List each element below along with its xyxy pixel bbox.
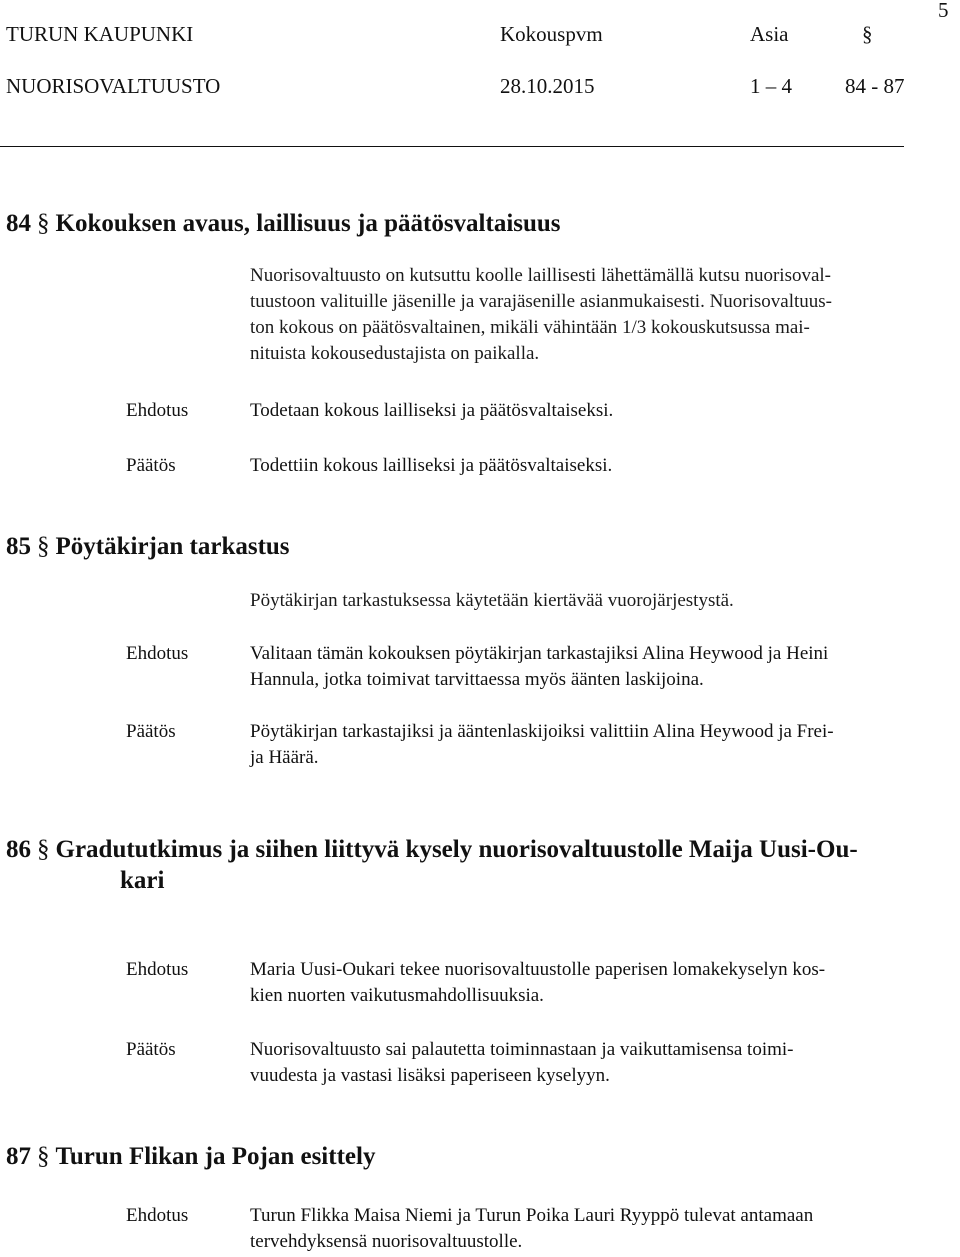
item-title: [6, 532, 290, 562]
text-line: ja Häärä.: [250, 747, 319, 768]
asia-range: 1 – 4: [750, 74, 792, 98]
item-number: 87: [6, 1143, 31, 1170]
date-label: Kokouspvm: [500, 22, 603, 46]
text-line: Maria Uusi-Oukari tekee nuorisovaltuustolle paperisen lomakekyselyn kos-: [250, 959, 826, 980]
item-number: 85: [6, 533, 31, 560]
proposal-text: [250, 1203, 940, 1255]
item-number: 84: [6, 210, 31, 237]
text-line: nituista kokousedustajista on paikalla.: [250, 343, 540, 364]
page-number: 5: [938, 0, 949, 22]
proposal-label: Ehdotus: [126, 643, 189, 664]
organization-name: TURUN KAUPUNKI: [6, 22, 194, 46]
item-title-text: Pöytäkirjan tarkastus: [55, 533, 290, 560]
section-symbol: §: [37, 836, 50, 863]
text-line: Turun Flikka Maisa Niemi ja Turun Poika Lauri Ryyppö tulevat antamaan: [250, 1205, 814, 1226]
text-line: Nuorisovaltuusto sai palautetta toiminnastaan ja vaikuttamisensa toimi-: [250, 1039, 794, 1060]
section-symbol: §: [37, 210, 50, 237]
text-line: Hannula, jotka toimivat tarvittaessa myös äänten laskijoina.: [250, 669, 704, 690]
section-symbol: §: [862, 22, 873, 46]
text-line: Todetaan kokous lailliseksi ja päätösvaltaiseksi.: [250, 400, 614, 421]
text-line: Valitaan tämän kokouksen pöytäkirjan tarkastajiksi Alina Heywood ja Heini: [250, 643, 829, 664]
item-title-text: Turun Flikan ja Pojan esittely: [55, 1143, 376, 1170]
asia-label: Asia: [750, 22, 789, 46]
text-line: tuustoon valituille jäsenille ja varajäsenille asianmukaisesti. Nuorisovaltuus-: [250, 291, 833, 312]
item-title: [6, 835, 858, 865]
text-line: kien nuorten vaikutusmahdollisuuksia.: [250, 985, 544, 1006]
text-line: tervehdyksensä nuorisovaltuustolle.: [250, 1231, 523, 1252]
decision-text: [250, 453, 940, 479]
proposal-text: [250, 957, 940, 1009]
decision-label: Päätös: [126, 1039, 176, 1060]
section-symbol: §: [37, 533, 50, 560]
item-intro: [250, 263, 940, 367]
section-range: 84 - 87: [845, 74, 905, 98]
body-name: NUORISOVALTUUSTO: [6, 74, 221, 98]
proposal-label: Ehdotus: [126, 400, 189, 421]
text-line: Nuorisovaltuusto on kutsuttu koolle laillisesti lähettämällä kutsu nuorisoval-: [250, 265, 832, 286]
meeting-date: 28.10.2015: [500, 74, 595, 98]
section-symbol: §: [37, 1143, 50, 1170]
text-line: Pöytäkirjan tarkastajiksi ja ääntenlaskijoiksi valittiin Alina Heywood ja Frei-: [250, 721, 834, 742]
proposal-text: [250, 398, 940, 424]
text-line: Todettiin kokous lailliseksi ja päätösvaltaiseksi.: [250, 455, 613, 476]
proposal-text: [250, 641, 940, 693]
item-intro: [250, 588, 940, 614]
proposal-label: Ehdotus: [126, 1205, 189, 1226]
text-line: Pöytäkirjan tarkastuksessa käytetään kiertävää vuorojärjestystä.: [250, 590, 734, 611]
text-line: ton kokous on päätösvaltainen, mikäli vähintään 1/3 kokouskutsussa mai-: [250, 317, 810, 338]
header-divider: [0, 146, 904, 147]
item-number: 86: [6, 836, 31, 863]
item-title-continued: kari: [120, 867, 165, 894]
decision-label: Päätös: [126, 721, 176, 742]
decision-label: Päätös: [126, 455, 176, 476]
item-title: [6, 1142, 375, 1172]
text-line: vuudesta ja vastasi lisäksi paperiseen kyselyyn.: [250, 1065, 610, 1086]
item-title: [6, 209, 561, 239]
decision-text: [250, 719, 940, 771]
item-title-text: Gradututkimus ja siihen liittyvä kysely nuorisovaltuustolle Maija Uusi-Ou-: [55, 836, 858, 863]
decision-text: [250, 1037, 940, 1089]
item-title-text: Kokouksen avaus, laillisuus ja päätösvaltaisuus: [55, 210, 561, 237]
proposal-label: Ehdotus: [126, 959, 189, 980]
